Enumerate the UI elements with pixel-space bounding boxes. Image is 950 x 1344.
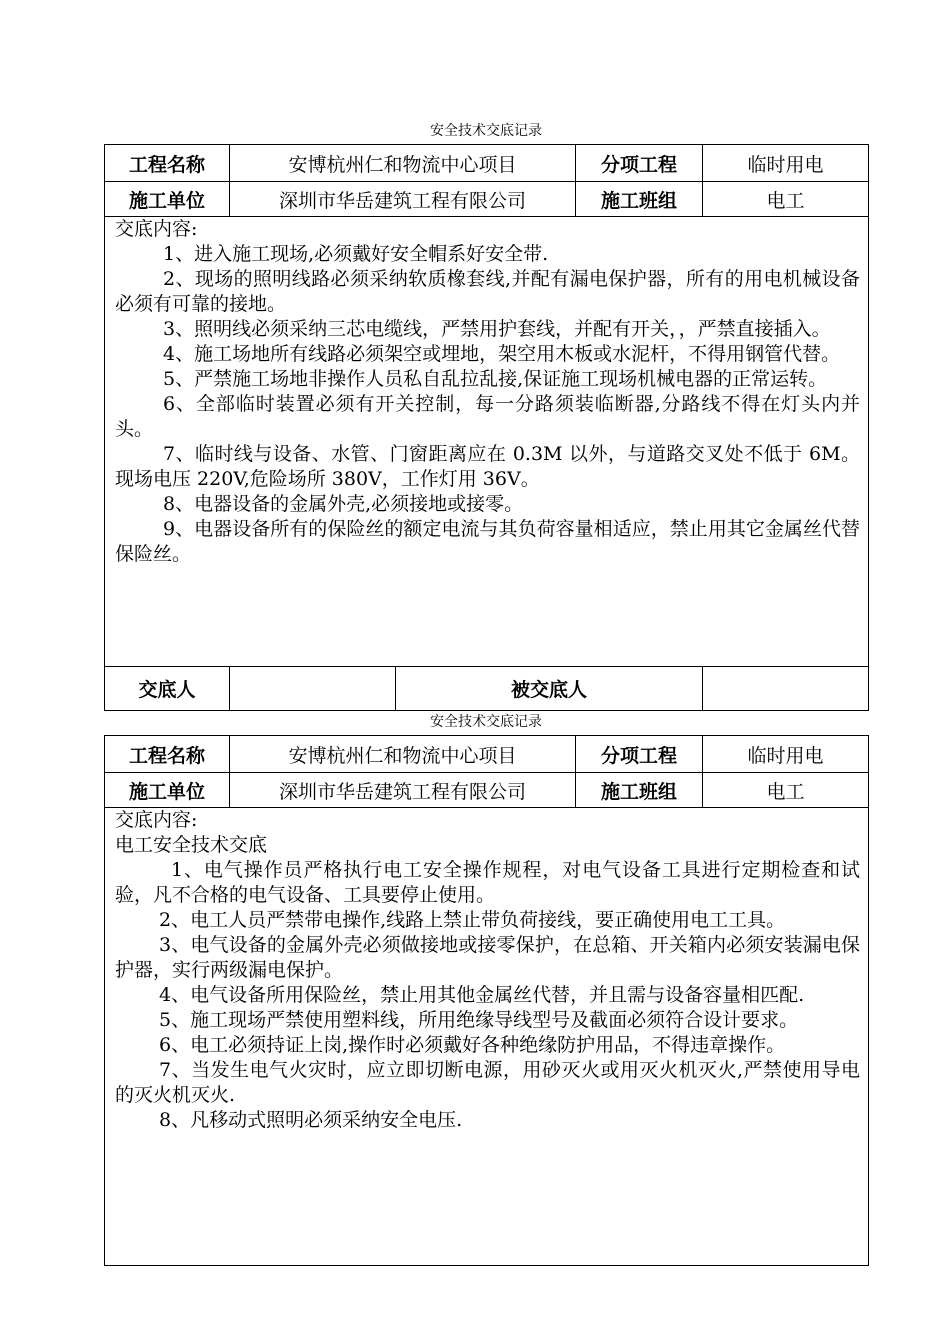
record-2-caption: 安全技术交底记录 bbox=[430, 714, 542, 730]
sub-project-label: 分项工程 bbox=[576, 145, 703, 182]
disclosure-content bbox=[105, 808, 869, 1266]
construction-unit-value: 深圳市华岳建筑工程有限公司 bbox=[230, 773, 576, 808]
sub-project-value: 临时用电 bbox=[703, 145, 869, 182]
content-item: 5、施工现场严禁使用塑料线，所用绝缘导线型号及截面必须符合设计要求。 bbox=[159, 1009, 799, 1031]
content-item: 5、严禁施工场地非操作人员私自乱拉乱接,保证施工现场机械电器的正常运转。 bbox=[163, 368, 828, 390]
construction-team-value: 电工 bbox=[703, 773, 869, 808]
record-2-table bbox=[104, 735, 869, 1266]
content-item: 2、电工人员严禁带电操作,线路上禁止带负荷接线，要正确使用电工工具。 bbox=[159, 909, 786, 931]
discloser-label: 交底人 bbox=[105, 667, 230, 711]
record-1-caption: 安全技术交底记录 bbox=[430, 123, 542, 139]
content-subtitle: 电工安全技术交底 bbox=[115, 834, 268, 856]
construction-team-value: 电工 bbox=[703, 182, 869, 217]
record-1-table bbox=[104, 144, 869, 711]
content-item: 7、临时线与设备、水管、门窗距离应在 0.3M 以外，与道路交叉处不低于 6M。现场电压 220V,危险场所 380V，工作灯用 36V。 bbox=[115, 443, 861, 490]
receiver-signature-field[interactable] bbox=[703, 667, 869, 711]
discloser-signature-field[interactable] bbox=[230, 667, 396, 711]
content-item: 9、电器设备所有的保险丝的额定电流与其负荷容量相适应，禁止用其它金属丝代替保险丝。 bbox=[115, 518, 861, 565]
construction-team-label: 施工班组 bbox=[576, 182, 703, 217]
content-item: 2、现场的照明线路必须采纳软质橡套线,并配有漏电保护器，所有的用电机械设备必须有可靠的接地。 bbox=[115, 268, 861, 315]
construction-unit-label: 施工单位 bbox=[105, 182, 230, 217]
project-name-label: 工程名称 bbox=[105, 736, 230, 773]
content-item: 3、电气设备的金属外壳必须做接地或接零保护，在总箱、开关箱内必须安装漏电保护器，实行两级漏电保护。 bbox=[115, 934, 861, 981]
content-item: 4、施工场地所有线路必须架空或埋地，架空用木板或水泥杆，不得用钢管代替。 bbox=[163, 343, 841, 365]
project-name-value: 安博杭州仁和物流中心项目 bbox=[230, 736, 576, 773]
sub-project-label: 分项工程 bbox=[576, 736, 703, 773]
sub-project-value: 临时用电 bbox=[703, 736, 869, 773]
receiver-label: 被交底人 bbox=[396, 667, 703, 711]
content-item: 1、电气操作员严格执行电工安全操作规程，对电气设备工具进行定期检查和试验，凡不合格的电气设备、工具要停止使用。 bbox=[115, 859, 861, 906]
content-item: 8、凡移动式照明必须采纳安全电压. bbox=[159, 1109, 463, 1131]
disclosure-content bbox=[105, 217, 869, 667]
construction-unit-label: 施工单位 bbox=[105, 773, 230, 808]
content-title: 交底内容: bbox=[115, 218, 198, 240]
content-item: 4、电气设备所用保险丝，禁止用其他金属丝代替，并且需与设备容量相匹配. bbox=[159, 984, 805, 1006]
content-item: 6、电工必须持证上岗,操作时必须戴好各种绝缘防护用品，不得违章操作。 bbox=[159, 1034, 786, 1056]
content-item: 7、当发生电气火灾时，应立即切断电源，用砂灭火或用灭火机灭火,严禁使用导电的灭火机灭火. bbox=[115, 1059, 861, 1106]
content-item: 6、全部临时装置必须有开关控制，每一分路须装临断器,分路线不得在灯头内并头。 bbox=[115, 393, 861, 440]
construction-team-label: 施工班组 bbox=[576, 773, 703, 808]
content-item: 8、电器设备的金属外壳,必须接地或接零。 bbox=[163, 493, 524, 515]
project-name-label: 工程名称 bbox=[105, 145, 230, 182]
content-item: 1、进入施工现场,必须戴好安全帽系好安全带. bbox=[163, 243, 549, 265]
construction-unit-value: 深圳市华岳建筑工程有限公司 bbox=[230, 182, 576, 217]
content-title: 交底内容: bbox=[115, 809, 198, 831]
project-name-value: 安博杭州仁和物流中心项目 bbox=[230, 145, 576, 182]
content-item: 3、照明线必须采纳三芯电缆线，严禁用护套线，并配有开关，，严禁直接插入。 bbox=[163, 318, 831, 340]
